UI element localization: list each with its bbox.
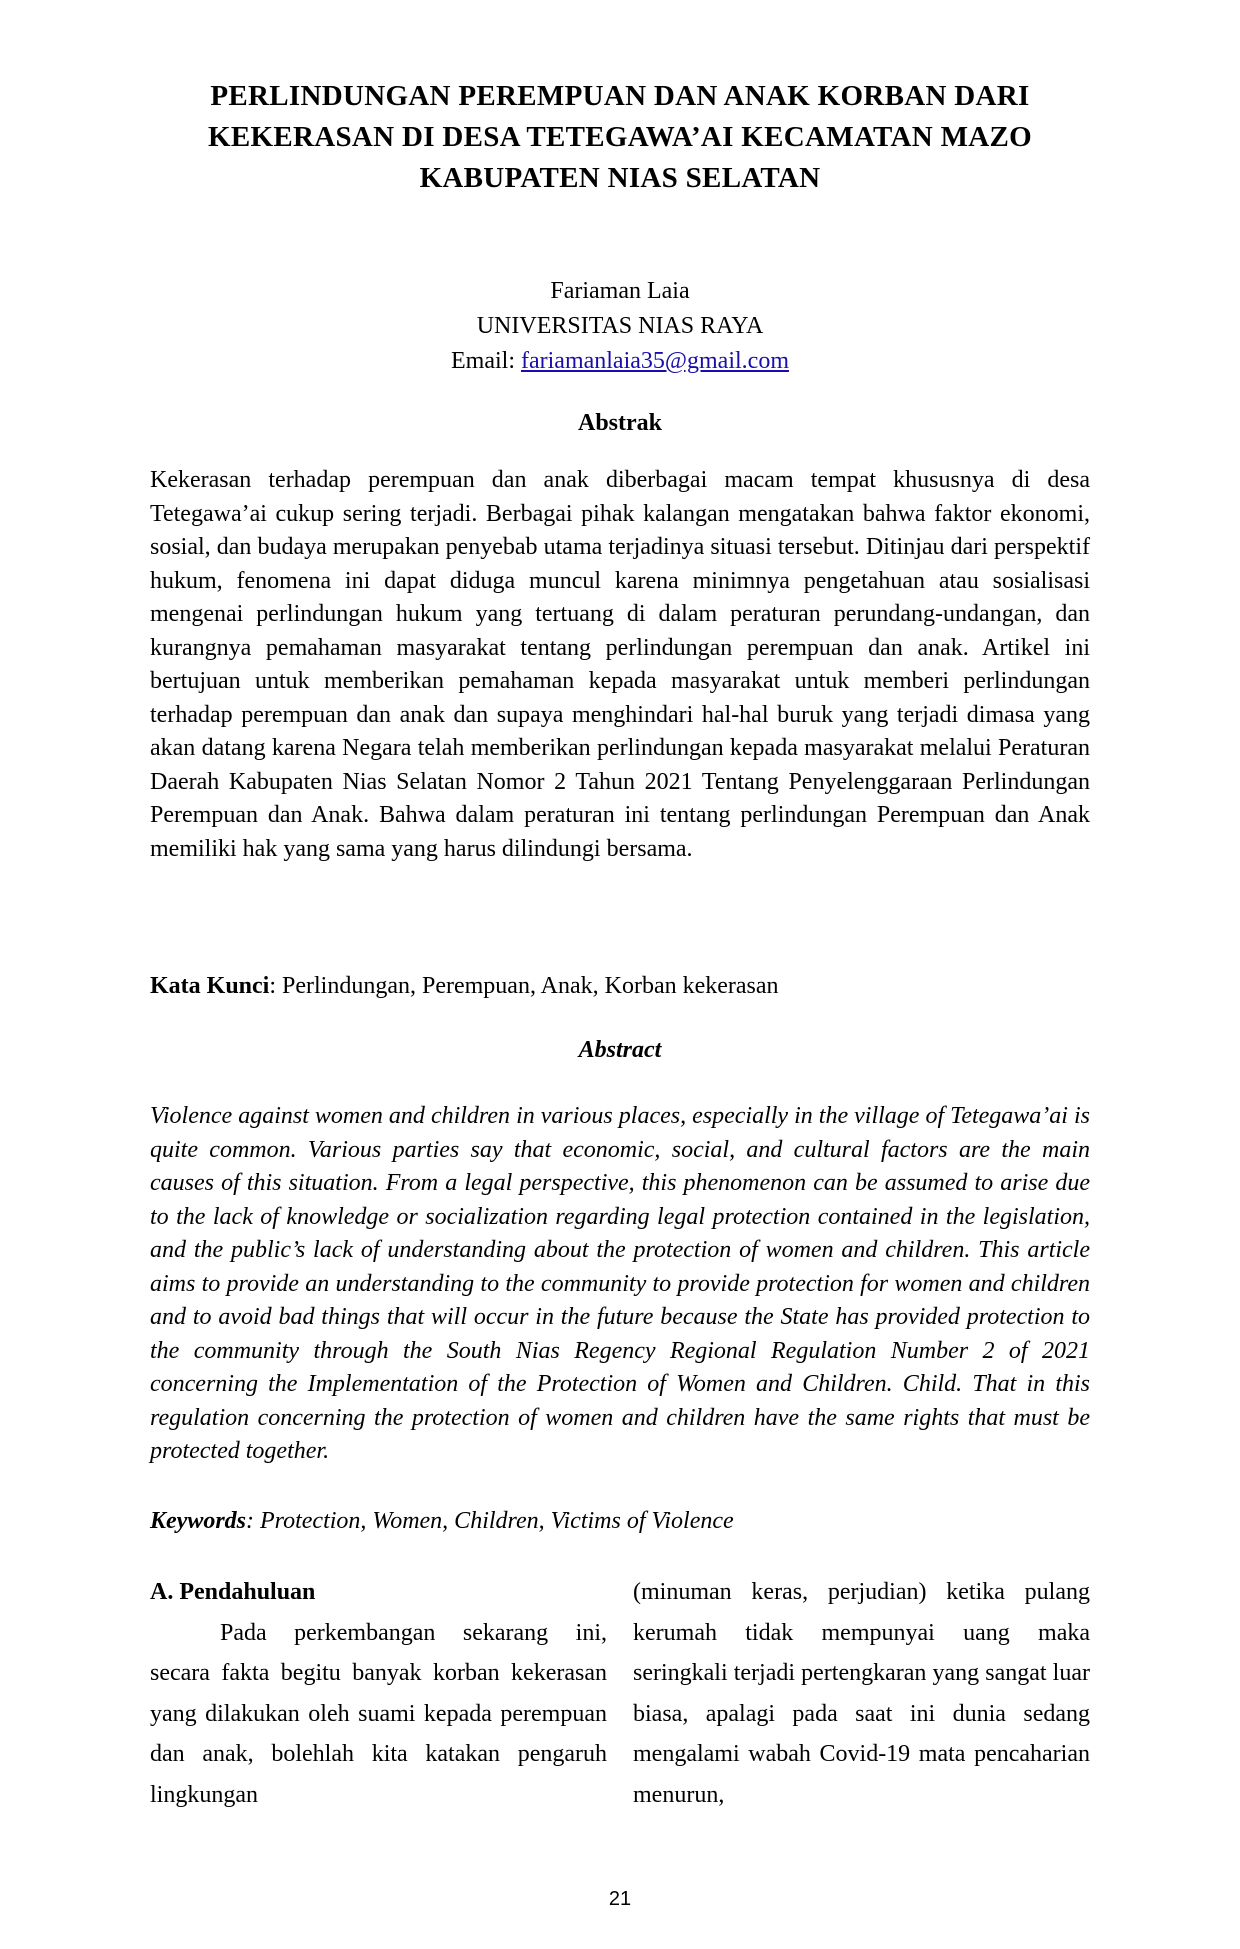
author-email-line xyxy=(150,344,1090,379)
section-title: A. Pendahuluan xyxy=(150,1579,316,1605)
abstrak-heading: Abstrak xyxy=(577,410,662,436)
kata-kunci-text: : Perlindungan, Perempuan, Anak, Korban kekerasan xyxy=(269,973,779,999)
email-label: Email: xyxy=(451,348,521,374)
author-affiliation: UNIVERSITAS NIAS RAYA xyxy=(476,313,764,339)
intro-paragraph-left: Pada perkembangan sekarang ini, secara fakta begitu banyak korban kekerasan yang dilakukan oleh suami kepada perempuan dan anak, bolehlah kita katakan pengaruh lingkungan xyxy=(150,1619,607,1808)
right-column xyxy=(633,1572,1090,1815)
left-column xyxy=(150,1572,607,1815)
author-name: Fariaman Laia xyxy=(550,278,690,304)
page-number: 21 xyxy=(608,1888,632,1910)
email-link[interactable]: fariamanlaia35@gmail.com xyxy=(520,348,789,374)
kata-kunci-label: Kata Kunci xyxy=(150,973,270,999)
author-block xyxy=(150,274,1090,379)
keywords-text: : Protection, Women, Children, Victims of Violence xyxy=(246,1508,734,1534)
abstract-heading: Abstract xyxy=(578,1037,662,1063)
intro-paragraph-right: (minuman keras, perjudian) ketika pulang kerumah tidak mempunyai uang maka seringkali terjadi pertengkaran yang sangat luar biasa, apalagi pada saat ini dunia sedang mengalami wabah Covid-19 mata pencaharian menurun, xyxy=(633,1579,1090,1808)
keywords xyxy=(150,1505,1090,1539)
keywords-label: Keywords xyxy=(150,1508,246,1534)
abstract-text: Violence against women and children in various places, especially in the village of Tetegawa’ai is quite common. Various parties say that economic, social, and cultural factors are the main causes of this situation. From a legal perspective, this phenomenon can be assumed to arise due to the lack of knowledge or socialization regarding legal protection contained in the legislation, and the public’s lack of understanding about the protection of women and children. This article aims to provide an understanding to the community to provide protection for women and children and to avoid bad things that will occur in the future because the State has provided protection to the community through the South Nias Regency Regional Regulation Number 2 of 2021 concerning the Implementation of the Protection of Women and Children. Child. That in this regulation concerning the protection of women and children have the same rights that must be protected together. xyxy=(150,1103,1090,1464)
abstrak-text: Kekerasan terhadap perempuan dan anak diberbagai macam tempat khususnya di desa Tetegawa’ai cukup sering terjadi. Berbagai pihak kalangan mengatakan bahwa faktor ekonomi, sosial, dan budaya merupakan penyebab utama terjadinya situasi tersebut. Ditinjau dari perspektif hukum, fenomena ini dapat diduga muncul karena minimnya pengetahuan atau sosialisasi mengenai perlindungan hukum yang tertuang di dalam peraturan perundang-undangan, dan kurangnya pemahaman masyarakat tentang perlindungan perempuan dan anak. Artikel ini bertujuan untuk memberikan pemahaman kepada masyarakat untuk memberi perlindungan terhadap perempuan dan anak dan supaya menghindari hal-hal buruk yang terjadi dimasa yang akan datang karena Negara telah memberikan perlindungan kepada masyarakat melalui Peraturan Daerah Kabupaten Nias Selatan Nomor 2 Tahun 2021 Tentang Penyelenggaraan Perlindungan Perempuan dan Anak. Bahwa dalam peraturan ini tentang perlindungan Perempuan dan Anak memiliki hak yang sama yang harus dilindungi bersama. xyxy=(150,467,1090,862)
kata-kunci xyxy=(150,970,1090,1004)
paper-title: PERLINDUNGAN PEREMPUAN DAN ANAK KORBAN DARI KEKERASAN DI DESA TETEGAWA’AI KECAMATAN MAZO KABUPATEN NIAS SELATAN xyxy=(208,80,1032,194)
